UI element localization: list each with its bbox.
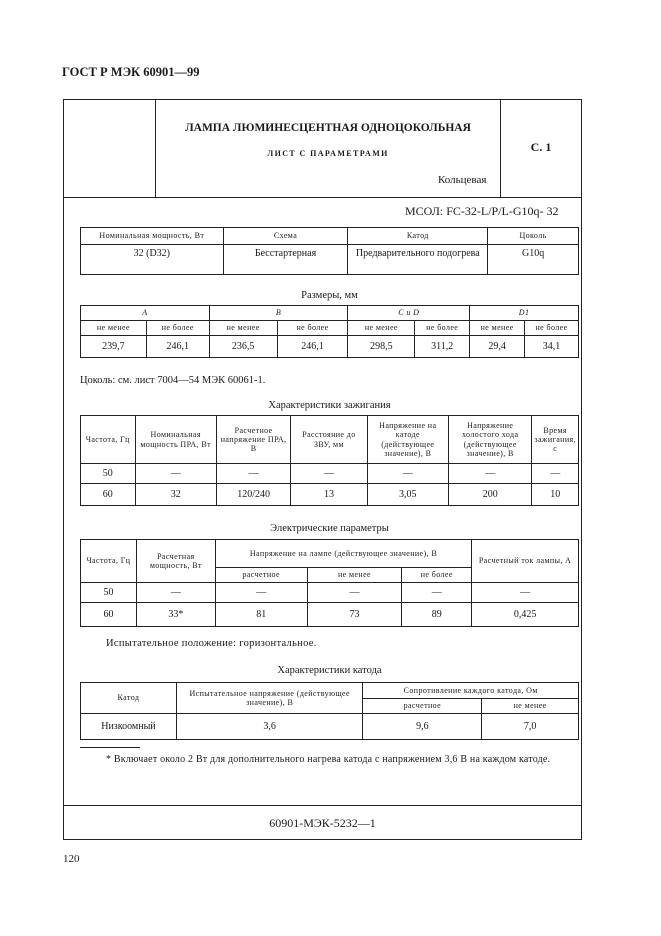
dimensions-caption: Размеры, мм [301, 290, 358, 301]
test-position: Испытательное положение: горизонтальное. [106, 638, 317, 649]
dim-value: 29,4 [470, 336, 525, 358]
ign-cell: 13 [291, 484, 367, 506]
dim-sub: не менее [81, 321, 147, 336]
footer-divider [64, 805, 581, 806]
dim-group-a: A [81, 306, 210, 321]
el-header: Расчетный ток лампы, А [472, 540, 579, 583]
dim-value: 236,5 [209, 336, 277, 358]
el-cell: — [136, 583, 215, 603]
value-scheme: Бесстартерная [223, 245, 348, 275]
cat-sub: расчетное [363, 699, 482, 714]
page-number: 120 [63, 853, 80, 865]
el-header: Расчетная мощность, Вт [136, 540, 215, 583]
value-cathode: Предварительного подогрева [348, 245, 488, 275]
ign-cell: 50 [81, 464, 136, 484]
dim-group-d1: D1 [470, 306, 579, 321]
electrical-caption: Электрические параметры [270, 523, 389, 534]
cat-cell: Низкоомный [81, 714, 177, 740]
sheet-number: С. 1 [530, 140, 552, 154]
ign-cell: — [532, 464, 579, 484]
electrical-table [80, 539, 579, 627]
el-header: Напряжение на лампе (действующее значение), В [215, 540, 471, 568]
ign-cell: 60 [81, 484, 136, 506]
el-cell: — [402, 583, 472, 603]
el-cell: 73 [307, 603, 402, 627]
cat-cell: 9,6 [363, 714, 482, 740]
ign-header: Расстояние до ЗВУ, мм [291, 416, 367, 464]
value-base: G10q [488, 245, 579, 275]
ignition-caption: Характеристики зажигания [268, 400, 391, 411]
cat-sub: не менее [482, 699, 579, 714]
ign-cell: — [367, 464, 448, 484]
el-cell: 89 [402, 603, 472, 627]
header-scheme: Схема [223, 228, 348, 245]
lamp-title: ЛАМПА ЛЮМИНЕСЦЕНТНАЯ ОДНОЦОКОЛЬНАЯ [185, 122, 471, 134]
lamp-shape: Кольцевая [438, 174, 487, 186]
ign-cell: — [135, 464, 216, 484]
header-power: Номинальная мощность, Вт [81, 228, 224, 245]
dim-value: 311,2 [415, 336, 470, 358]
dim-value: 246,1 [146, 336, 209, 358]
document-code: ГОСТ Р МЭК 60901—99 [62, 65, 200, 79]
el-sub: не более [402, 568, 472, 583]
dim-value: 298,5 [348, 336, 415, 358]
ign-header: Напряжение на катоде (действующее значение), В [367, 416, 448, 464]
ign-header: Напряжение холостого хода (действующее значение), В [449, 416, 532, 464]
cat-cell: 7,0 [482, 714, 579, 740]
el-cell: 0,425 [472, 603, 579, 627]
dim-group-cd: C и D [348, 306, 470, 321]
ign-cell: — [449, 464, 532, 484]
el-header: Частота, Гц [81, 540, 137, 583]
header-divider [64, 197, 581, 198]
base-note: Цоколь: см. лист 7004—54 МЭК 60061-1. [80, 375, 266, 386]
ign-cell: 10 [532, 484, 579, 506]
el-sub: расчетное [215, 568, 307, 583]
lamp-designation: МСОЛ: FC-32-L/P/L-G10q- 32 [405, 204, 559, 218]
ign-cell: — [216, 464, 290, 484]
cat-header: Сопротивление каждого катода, Ом [363, 683, 579, 699]
el-cell: 60 [81, 603, 137, 627]
dim-sub: не более [277, 321, 348, 336]
header-cathode: Катод [348, 228, 488, 245]
general-table [80, 227, 579, 275]
cathode-table [80, 682, 579, 740]
el-cell: — [215, 583, 307, 603]
footer-code: 60901-МЭК-5232—1 [269, 816, 376, 830]
footnote: * Включает около 2 Вт для дополнительного нагрева катода с напряжением 3,6 В на каждом катоде. [106, 754, 551, 765]
ign-header: Расчетное напряжение ПРА, В [216, 416, 290, 464]
dim-sub: не более [525, 321, 579, 336]
el-sub: не менее [307, 568, 402, 583]
dim-sub: не более [146, 321, 209, 336]
cat-header: Катод [81, 683, 177, 714]
dim-sub: не более [415, 321, 470, 336]
ign-header: Номинальная мощность ПРА, Вт [135, 416, 216, 464]
ign-header: Время зажигания, с [532, 416, 579, 464]
ign-cell: 200 [449, 484, 532, 506]
dim-value: 239,7 [81, 336, 147, 358]
ign-cell: 32 [135, 484, 216, 506]
sheet-subtitle: ЛИСТ С ПАРАМЕТРАМИ [267, 149, 389, 158]
header-base: Цоколь [488, 228, 579, 245]
value-power: 32 (D32) [81, 245, 224, 275]
el-cell: — [472, 583, 579, 603]
dimensions-table [80, 305, 579, 358]
cat-header: Испытательное напряжение (действующее значение), В [176, 683, 363, 714]
el-cell: 33* [136, 603, 215, 627]
ign-header: Частота, Гц [81, 416, 136, 464]
el-cell: 50 [81, 583, 137, 603]
ignition-table [80, 415, 579, 506]
dim-sub: не менее [348, 321, 415, 336]
cathode-caption: Характеристики катода [277, 665, 382, 676]
dim-value: 246,1 [277, 336, 348, 358]
ign-cell: — [291, 464, 367, 484]
dim-group-b: B [209, 306, 348, 321]
cat-cell: 3,6 [176, 714, 363, 740]
dim-sub: не менее [470, 321, 525, 336]
el-cell: 81 [215, 603, 307, 627]
dim-value: 34,1 [525, 336, 579, 358]
el-cell: — [307, 583, 402, 603]
footnote-rule [80, 747, 140, 748]
ign-cell: 3,05 [367, 484, 448, 506]
ign-cell: 120/240 [216, 484, 290, 506]
dim-sub: не менее [209, 321, 277, 336]
